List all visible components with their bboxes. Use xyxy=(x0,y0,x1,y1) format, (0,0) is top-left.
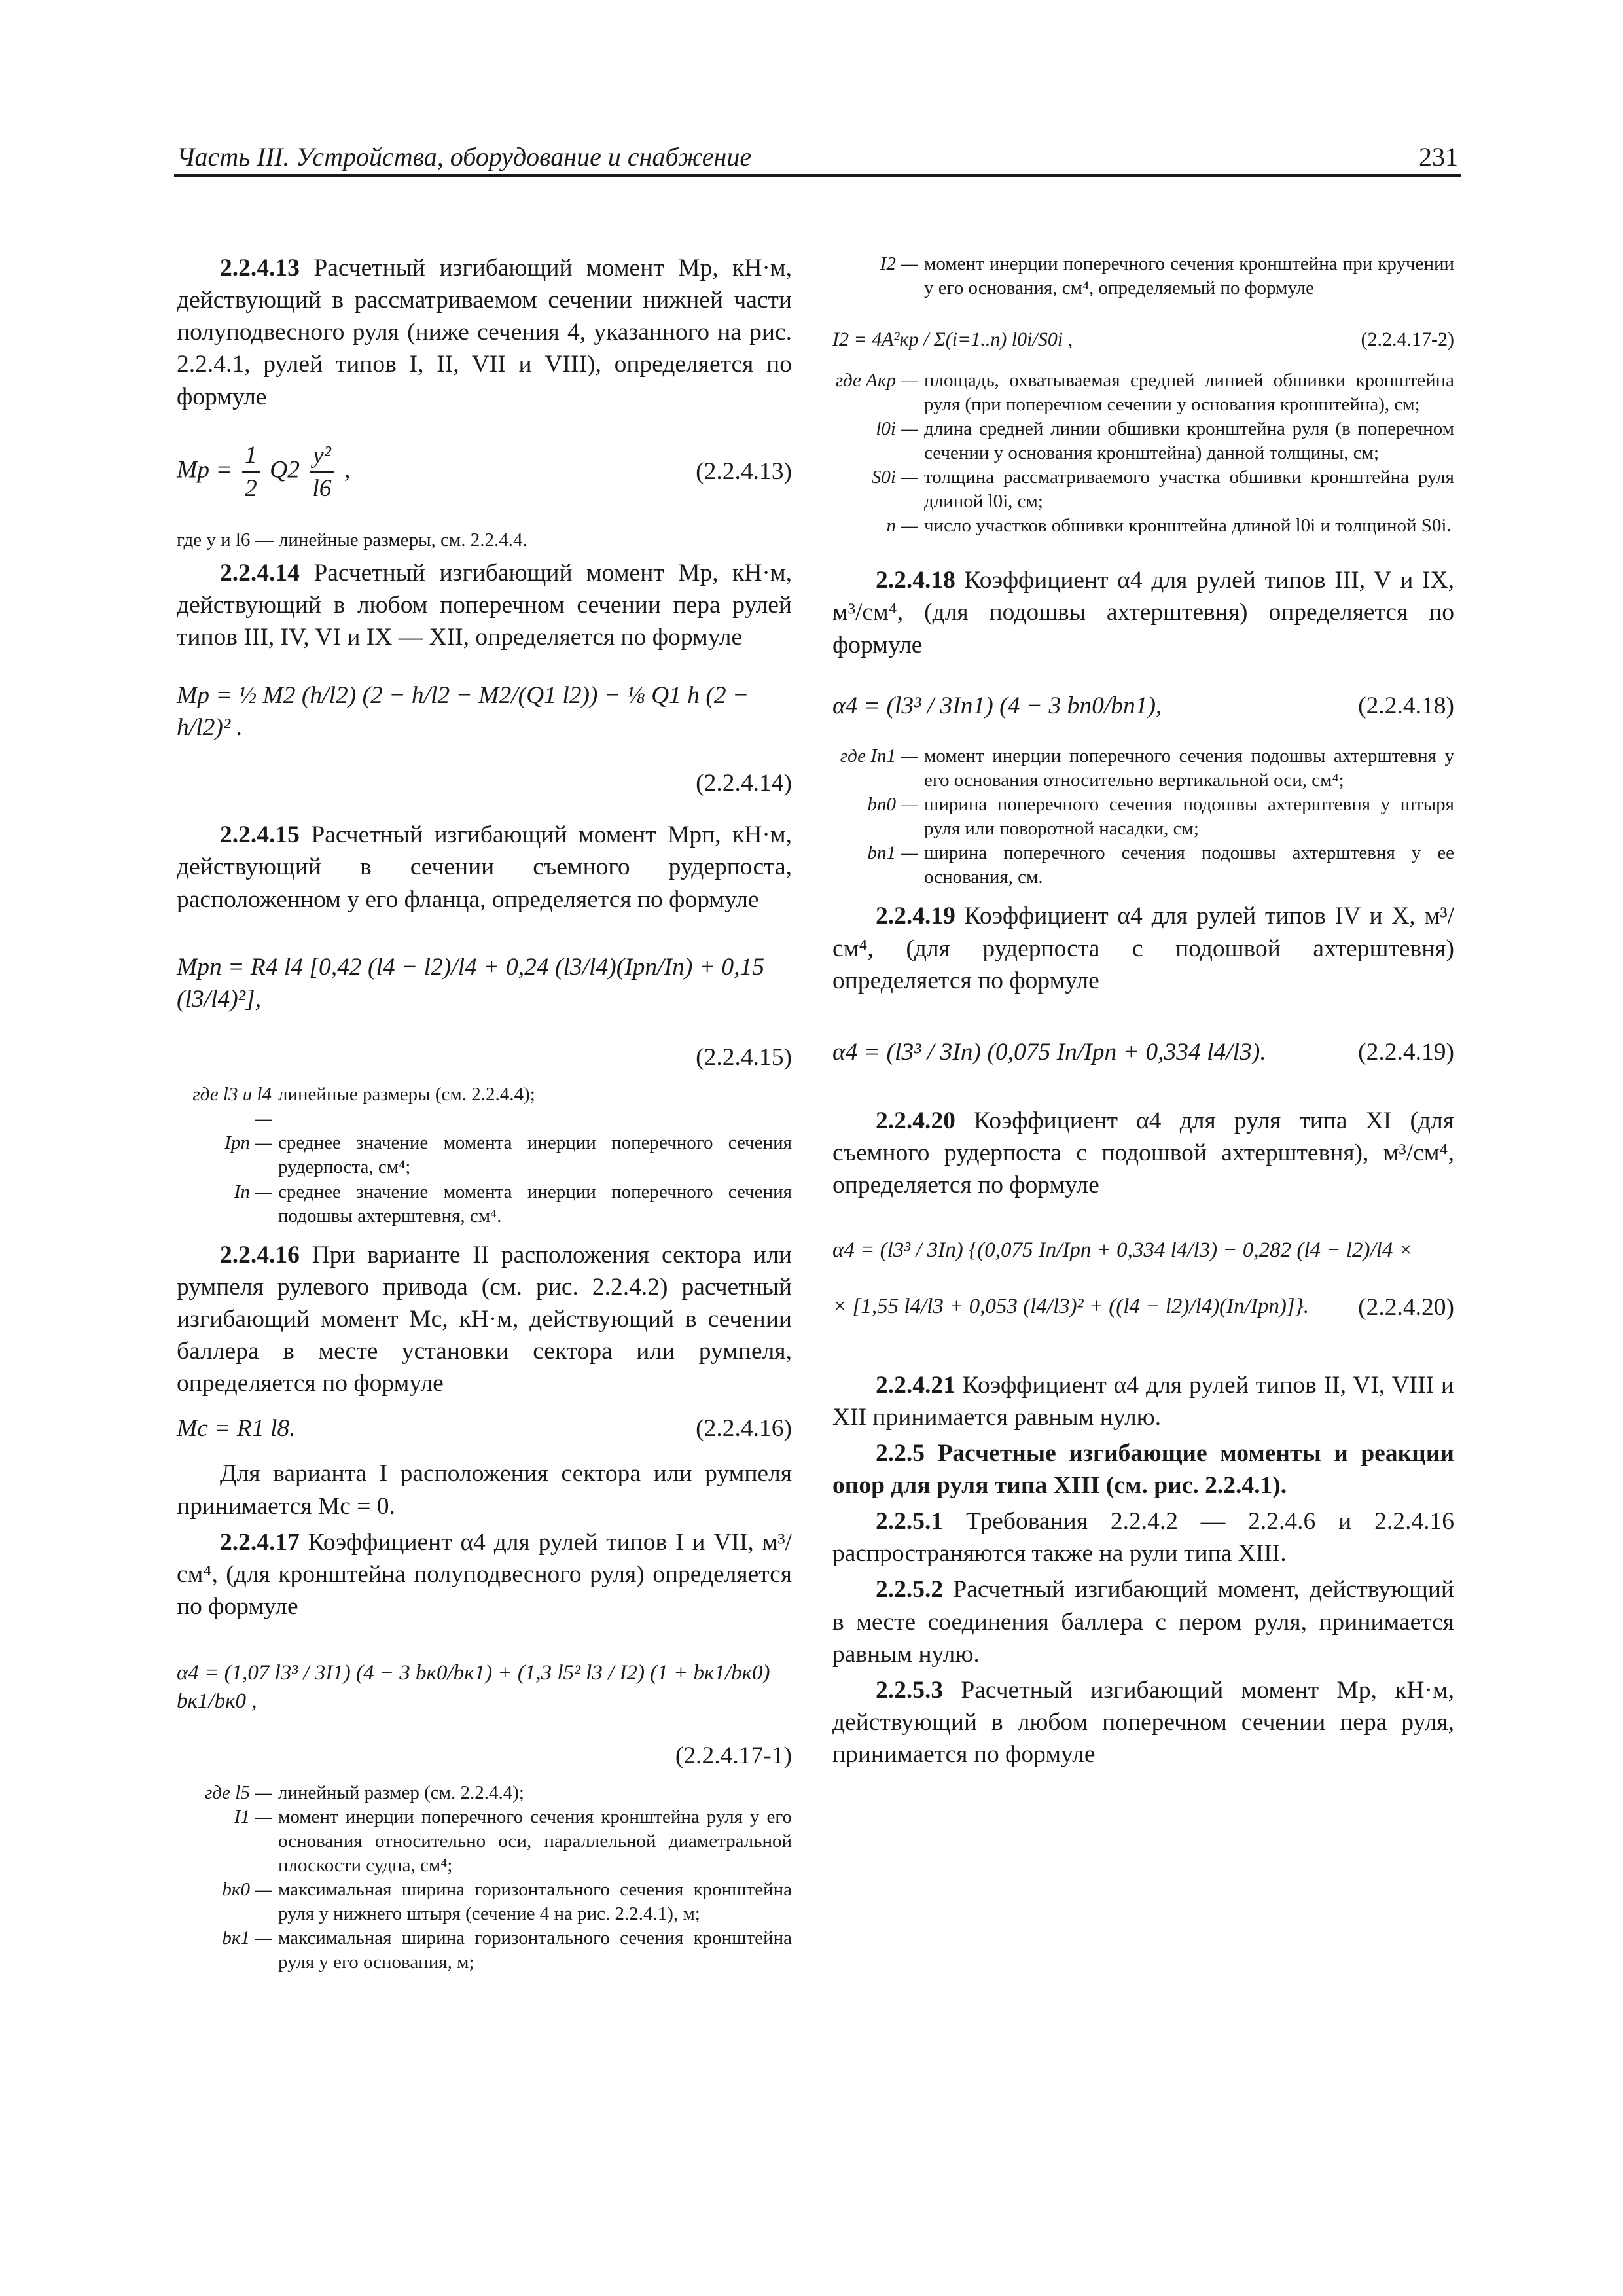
definition-text: среднее значение момента инерции поперечного сечения рудерпоста, см⁴; xyxy=(278,1132,792,1178)
paragraph-2-2-4-13 xyxy=(177,252,792,413)
definition-text: длина средней линии обшивки кронштейна руля (в поперечном сечении у основания кронштейна) данной толщины, см; xyxy=(924,418,1454,463)
definition-row xyxy=(177,1805,792,1878)
definition-symbol: n — xyxy=(886,515,918,537)
definition-row xyxy=(177,1131,792,1179)
definition-text: максимальная ширина горизонтального сечения кронштейна руля у нижнего штыря (сечение 4 на рис. 2.2.4.1), м; xyxy=(278,1879,792,1925)
paragraph-text: Коэффициент α4 для рулей типов II, VI, VIII и XII принимается равным нулю. xyxy=(832,1371,1454,1431)
formula-2-2-4-17-1 xyxy=(177,1659,792,1715)
section-number: 2.2.4.13 xyxy=(220,255,300,281)
formula-2-2-4-13 xyxy=(177,439,792,505)
formula-expression: I2 = 4A²кр / Σ(i=1..n) l0i/S0i , xyxy=(832,329,1073,351)
definition-text: число участков обшивки кронштейна длиной l0i и толщиной S0i. xyxy=(924,515,1452,537)
section-number: 2.2.5.2 xyxy=(876,1576,944,1604)
definition-symbol: Iрп — xyxy=(224,1132,272,1154)
paragraph-text: Расчетный изгибающий момент Mр, кН·м, действующий в рассматриваемом сечении нижней части полуподвесного руля (ниже сечения 4, указанного на рис. 2.2.4.1, рулей типов I, II, VII и VIII), определяется по формуле xyxy=(177,255,792,410)
formula-expression: Mс = R1 l8. xyxy=(177,1415,296,1443)
section-heading-2-2-5: 2.2.5 Расчетные изгибающие моменты и реакции опор для руля типа XIII (см. рис. 2.2.4.1). xyxy=(832,1439,1454,1499)
definition-row xyxy=(177,1926,792,1975)
formula-term: Q2 xyxy=(270,456,300,484)
definition-symbol: I1 — xyxy=(234,1806,272,1827)
section-number: 2.2.5.3 xyxy=(876,1676,944,1704)
formula-2-2-4-15 xyxy=(177,951,792,1015)
definition-symbol: где l5 — xyxy=(204,1782,272,1803)
paragraph-2-2-4-15 xyxy=(177,819,792,915)
paragraph-2-2-5-1 xyxy=(832,1505,1454,1570)
definitions-2-2-4-17-akr xyxy=(832,368,1454,539)
definition-row xyxy=(832,368,1454,417)
section-number: 2.2.4.14 xyxy=(220,559,300,586)
formula-expression: × [1,55 l4/l3 + 0,053 (l4/l3)² + ((l4 − l2)/l4)(Iп/Iрп)]}. xyxy=(832,1295,1310,1319)
fraction-y-over-l6 xyxy=(310,439,334,505)
definitions-2-2-4-17-i2 xyxy=(832,252,1454,300)
definition-row xyxy=(832,793,1454,841)
equation-number: (2.2.4.18) xyxy=(1358,692,1454,719)
formula-expression xyxy=(177,439,350,505)
paragraph-2-2-4-19 xyxy=(832,900,1454,996)
definition-text: среднее значение момента инерции поперечного сечения подошвы ахтерштевня, см⁴. xyxy=(278,1181,792,1227)
definition-text: максимальная ширина горизонтального сечения кронштейна руля у его основания, м; xyxy=(278,1928,792,1973)
note-2-2-4-13: где y и l6 — линейные размеры, см. 2.2.4.4. xyxy=(177,529,527,550)
definition-text: ширина поперечного сечения подошвы ахтерштевня у штыря руля или поворотной насадки, см; xyxy=(924,794,1454,840)
definition-text: линейные размеры (см. 2.2.4.4); xyxy=(278,1084,535,1105)
definition-row xyxy=(177,1180,792,1229)
equation-number: (2.2.4.15) xyxy=(696,1043,792,1071)
section-number: 2.2.4.21 xyxy=(876,1371,955,1399)
formula-2-2-4-14 xyxy=(177,679,792,744)
definition-row xyxy=(832,417,1454,465)
header-rule xyxy=(174,174,1461,177)
definition-text: толщина рассматриваемого участка обшивки кронштейна руля длиной l0i, см; xyxy=(924,466,1454,512)
formula-expression: Mр = ½ M2 (h/l2) (2 − h/l2 − M2/(Q1 l2)) − ⅛ Q1 h (2 − h/l2)² . xyxy=(177,681,749,742)
formula-expression: Mрп = R4 l4 [0,42 (l4 − l2)/l4 + 0,24 (l3/l4)(Iрп/Iп) + 0,15 (l3/l4)²], xyxy=(177,953,765,1013)
paragraph-text: Расчетный изгибающий момент Mр, кН·м, действующий в любом поперечном сечении пера рулей типов III, IV, VI и IX — XII, определяется по формуле xyxy=(177,559,792,651)
formula-2-2-4-20-line1 xyxy=(832,1236,1454,1265)
section-number: 2.2.4.18 xyxy=(876,567,955,594)
equation-number: (2.2.4.13) xyxy=(696,458,792,486)
paragraph-2-2-5-3 xyxy=(832,1674,1454,1770)
definition-text: момент инерции поперечного сечения кронштейна при кручении у его основания, см⁴, определяемый по формуле xyxy=(924,253,1454,299)
equation-number: (2.2.4.17-1) xyxy=(675,1742,792,1769)
definitions-2-2-4-17 xyxy=(177,1781,792,1975)
fraction-coef xyxy=(242,439,260,505)
section-number: 2.2.5.1 xyxy=(876,1508,944,1535)
formula-expression: α4 = (l3³ / 3Iп1) (4 − 3 bп0/bп1), xyxy=(832,692,1162,719)
definition-row xyxy=(832,744,1454,793)
definition-text: площадь, охватываемая средней линией обшивки кронштейна руля (при поперечном сечении у основания кронштейна), см; xyxy=(924,369,1454,415)
equation-number: (2.2.4.16) xyxy=(696,1415,792,1443)
equation-number: (2.2.4.17-2) xyxy=(1361,329,1454,351)
formula-2-2-4-19 xyxy=(832,1036,1454,1068)
definitions-2-2-4-15 xyxy=(177,1083,792,1229)
definition-row xyxy=(177,1083,792,1131)
paragraph-2-2-4-17 xyxy=(177,1526,792,1623)
definition-symbol: bк1 — xyxy=(222,1928,272,1949)
definition-symbol: l0i — xyxy=(876,418,918,439)
paragraph-2-2-4-14 xyxy=(177,557,792,653)
definition-symbol: Iп — xyxy=(234,1181,272,1202)
paragraph-2-2-5-2 xyxy=(832,1573,1454,1670)
definition-row xyxy=(832,465,1454,514)
equation-number: (2.2.4.20) xyxy=(1358,1293,1454,1321)
definition-text: ширина поперечного сечения подошвы ахтерштевня у ее основания, см. xyxy=(924,842,1454,888)
paragraph-text: Коэффициент α4 для рулей типов IV и X, м³/см⁴, (для рудерпоста с подошвой ахтерштевня) определяется по формуле xyxy=(832,903,1454,994)
paragraph-2-2-4-21 xyxy=(832,1369,1454,1433)
definition-text: момент инерции поперечного сечения кронштейна руля у его основания относительно оси, параллельной диаметральной плоскости судна, см⁴; xyxy=(278,1806,792,1876)
paragraph-2-2-4-16 xyxy=(177,1239,792,1400)
fraction-numerator: 1 xyxy=(242,439,260,473)
formula-2-2-4-20-line2 xyxy=(832,1291,1454,1323)
paragraph-2-2-4-18 xyxy=(832,564,1454,660)
definition-row xyxy=(177,1781,792,1805)
section-number: 2.2.4.15 xyxy=(220,821,300,849)
definition-symbol: где Aкр — xyxy=(835,369,918,391)
paragraph-text: Расчетный изгибающий момент Mр, кН·м, действующий в любом поперечном сечении пера руля, принимается по формуле xyxy=(832,1676,1454,1768)
running-header-title: Часть III. Устройства, оборудование и снабжение xyxy=(177,142,752,171)
formula-2-2-4-17-2 xyxy=(832,327,1454,352)
paragraph-text: При варианте II расположения сектора или румпеля рулевого привода (см. рис. 2.2.4.2) расчетный изгибающий момент Mс, кН·м, действующий в сечении баллера в месте установки сектора или румпеля, определяется по формуле xyxy=(177,1241,792,1397)
definition-symbol: bк0 — xyxy=(222,1879,272,1901)
definition-symbol: I2 — xyxy=(880,253,918,274)
equation-number: (2.2.4.14) xyxy=(696,770,792,797)
section-number: 2.2.4.19 xyxy=(876,903,955,930)
definitions-2-2-4-18 xyxy=(832,744,1454,890)
definition-row xyxy=(832,514,1454,538)
section-number: 2.2.4.20 xyxy=(876,1107,955,1134)
formula-expression: α4 = (l3³ / 3Iп) {(0,075 Iп/Iрп + 0,334 l4/l3) − 0,282 (l4 − l2)/l4 × xyxy=(832,1238,1413,1263)
definition-symbol: где Iп1 — xyxy=(840,745,918,766)
paragraph-text: Расчетный изгибающий момент, действующий в месте соединения баллера с пером руля, принимается равным нулю. xyxy=(832,1576,1454,1668)
definition-text: момент инерции поперечного сечения подошвы ахтерштевня у его основания относительно вертикальной оси, см⁴; xyxy=(924,745,1454,791)
definition-text: линейный размер (см. 2.2.4.4); xyxy=(278,1782,524,1803)
fraction-numerator: y² xyxy=(310,439,334,473)
definition-symbol: bп0 — xyxy=(867,794,918,815)
paragraph-text: Коэффициент α4 для рулей типов III, V и IX, м³/см⁴, (для подошвы ахтерштевня) определяется по формуле xyxy=(832,567,1454,658)
formula-2-2-4-16 xyxy=(177,1412,792,1444)
definition-row xyxy=(832,252,1454,300)
fraction-denominator: l6 xyxy=(312,475,332,502)
formula-expression: α4 = (l3³ / 3Iп) (0,075 Iп/Iрп + 0,334 l4/l3). xyxy=(832,1038,1266,1066)
definition-row xyxy=(832,841,1454,889)
definition-symbol: где l3 и l4 — xyxy=(192,1084,272,1130)
definition-row xyxy=(177,1878,792,1926)
right-column xyxy=(832,252,1454,1774)
paragraph-text: Расчетный изгибающий момент Mрп, кН·м, действующий в сечении съемного рудерпоста, расположенном у его фланца, определяется по формуле xyxy=(177,821,792,913)
definition-symbol: bп1 — xyxy=(867,842,918,864)
fraction-denominator: 2 xyxy=(245,475,257,502)
formula-2-2-4-18 xyxy=(832,690,1454,722)
left-column xyxy=(177,252,792,1986)
paragraph-2-2-4-20 xyxy=(832,1105,1454,1201)
equation-number: (2.2.4.19) xyxy=(1358,1038,1454,1066)
formula-tail: , xyxy=(344,456,351,484)
definition-symbol: S0i — xyxy=(871,466,918,488)
paragraph-2-2-4-16-variant-i: Для варианта I расположения сектора или румпеля принимается Mс = 0. xyxy=(177,1460,792,1520)
paragraph-text: Коэффициент α4 для руля типа XI (для съемного рудерпоста с подошвой ахтерштевня), м³/см⁴, определяется по формуле xyxy=(832,1107,1454,1199)
formula-lhs: Mр = xyxy=(177,456,239,484)
section-number: 2.2.4.17 xyxy=(220,1528,300,1556)
paragraph-text: Коэффициент α4 для рулей типов I и VII, м³/см⁴, (для кронштейна полуподвесного руля) определяется по формуле xyxy=(177,1528,792,1620)
section-number: 2.2.4.16 xyxy=(220,1241,300,1268)
paragraph-text: Требования 2.2.4.2 — 2.2.4.6 и 2.2.4.16 распространяются также на рули типа XIII. xyxy=(832,1508,1454,1568)
page-number: 231 xyxy=(1419,142,1458,171)
formula-expression: α4 = (1,07 l3³ / 3I1) (4 − 3 bк0/bк1) + (1,3 l5² l3 / I2) (1 + bк1/bк0) bк1/bк0 , xyxy=(177,1661,770,1713)
